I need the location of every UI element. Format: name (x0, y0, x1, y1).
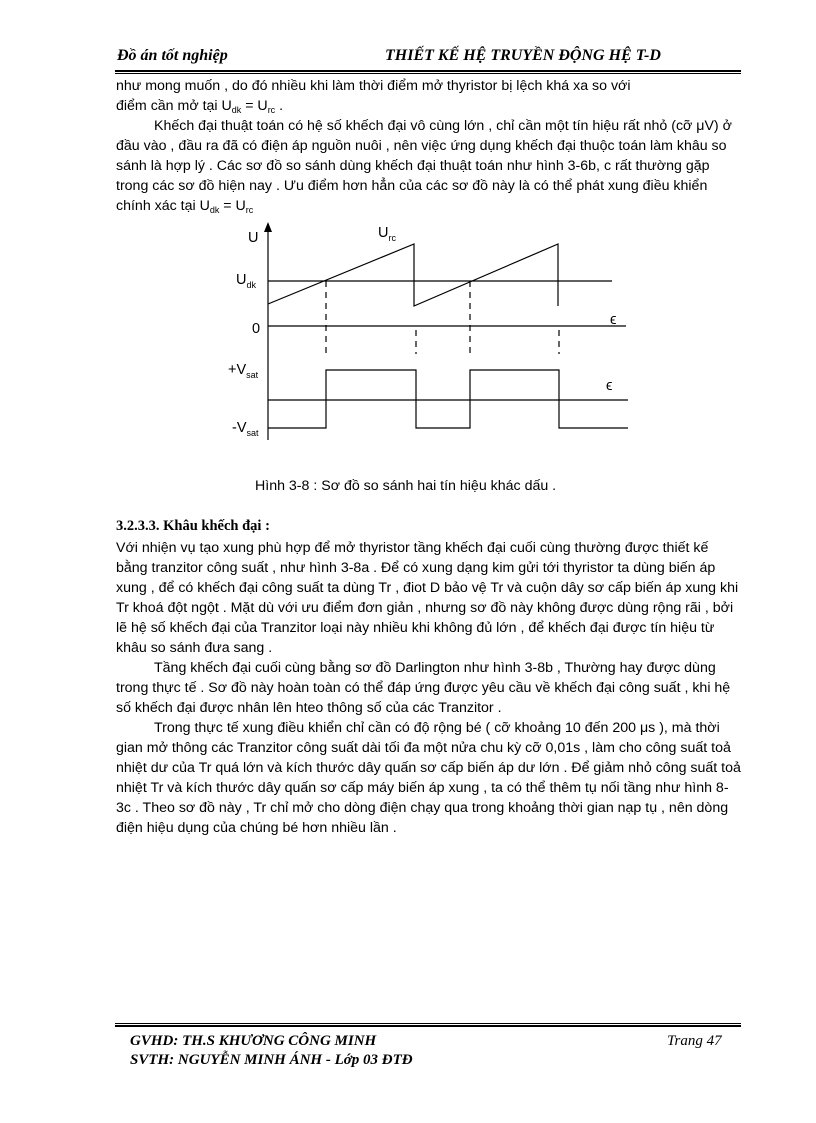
label-u: U (248, 230, 259, 246)
header-left: Đồ án tốt nghiệp (117, 47, 228, 64)
footer-student: SVTH: NGUYỄN MINH ÁNH - Lớp 03 ĐTĐ (130, 1052, 413, 1068)
comparator-waveform-diagram (150, 222, 670, 442)
paragraph-1: như mong muốn , do đó nhiều khi làm thời điểm mở thyristor bị lệch khá xa so với điểm cần mở tại $U_{dk} = U_{rc}$ . (116, 78, 631, 115)
section-text (116, 538, 741, 838)
square-wave (268, 370, 628, 428)
label-vsat-neg: $-V_{sat}$ (232, 420, 259, 438)
sawtooth-wave (268, 244, 558, 306)
label-urc: $U_{rc}$ (378, 225, 396, 243)
header-rule (115, 70, 741, 74)
label-vsat-pos: $+V_{sat}$ (228, 362, 259, 380)
figure-caption: Hình 3-8 : Sơ đồ so sánh hai tín hiệu khác dấu . (255, 478, 557, 494)
y-axis-arrow (264, 222, 272, 232)
intro-text (116, 76, 741, 216)
paragraph-5: Trong thực tế xung điều khiển chỉ cần có độ rộng bé ( cỡ khoảng 10 đến 200 μs ), mà thời gian mở thông các Tranzitor công suất dài tối đa một nửa chu kỳ cỡ 0,01s , làm cho công suất toả nhiệt dư của Tr quá lớn và kích thước dây quấn sơ cấp biến áp dư lớn . Để giảm nhỏ công suất toả nhiệt Tr và kích thước dây quấn sơ cấp máy biến áp xung , ta có thể thêm tụ nối tầng như hình 8-3c . Theo sơ đồ này , Tr chỉ mở cho dòng điện chạy qua trong khoảng thời gian nạp tụ , nên dòng điện hiệu dụng của chúng bé hơn nhiều lần . (116, 720, 741, 836)
header-right: THIẾT KẾ HỆ TRUYỀN ĐỘNG HỆ T-D (385, 47, 661, 64)
page-number: Trang 47 (667, 1033, 722, 1049)
label-epsilon-2: ϵ (606, 378, 613, 394)
label-epsilon-1: ϵ (610, 312, 617, 328)
section-heading: 3.2.3.3. Khâu khếch đại : (116, 518, 270, 534)
label-udk: $U_{dk}$ (236, 272, 256, 290)
page-header (117, 47, 742, 69)
paragraph-4: Tầng khếch đại cuối cùng bằng sơ đồ Darlington như hình 3-8b , Thường hay được dùng trong thực tế . Sơ đồ này hoàn toàn có thể đáp ứng được yêu cầu về khếch đại công suất , khi hệ số khếch đại được nhân lên hteo thông số của các Tranzitor . (116, 660, 731, 716)
paragraph-3: Với nhiện vụ tạo xung phù hợp để mở thyristor tầng khếch đại cuối cùng thường được thiết kế bằng tranzitor công suất , như hình 3-8a . Để có xung dạng kim gửi tới thyristor ta dùng biến áp xung , để có khếch đại công suất ta dùng Tr , điot D bảo vệ Tr và cuộn dây sơ cấp biến áp xung khi Tr khoá đột ngột . Mặt dù với ưu điểm đơn giản , nhưng sơ đồ này không được dùng rộng rãi , bởi lẽ hệ số khếch đại của Tranzitor loại này nhiều khi không đủ lớn , để khếch đại được tín hiệu từ khâu so sánh đưa sang . (116, 540, 739, 656)
label-zero: 0 (252, 321, 261, 337)
paragraph-2: Khếch đại thuật toán có hệ số khếch đại vô cùng lớn , chỉ cần một tín hiệu rất nhỏ (cỡ μV) ở đầu vào , đầu ra đã có điện áp nguồn nuôi , nên việc ứng dụng khếch đại thuộc toán làm khâu so sánh là hợp lý . Các sơ đồ so sánh dùng khếch đại thuật toán như hình 3-6b, c rất thường gặp trong các sơ đồ hiện nay . Ưu điểm hơn hẳn của các sơ đồ này là có thể phát xung điều khiển chính xác tại $U_{dk} = U_{rc}$ (116, 118, 732, 215)
footer-supervisor: GVHD: TH.S KHƯƠNG CÔNG MINH (130, 1033, 377, 1049)
footer-rule (115, 1023, 741, 1027)
